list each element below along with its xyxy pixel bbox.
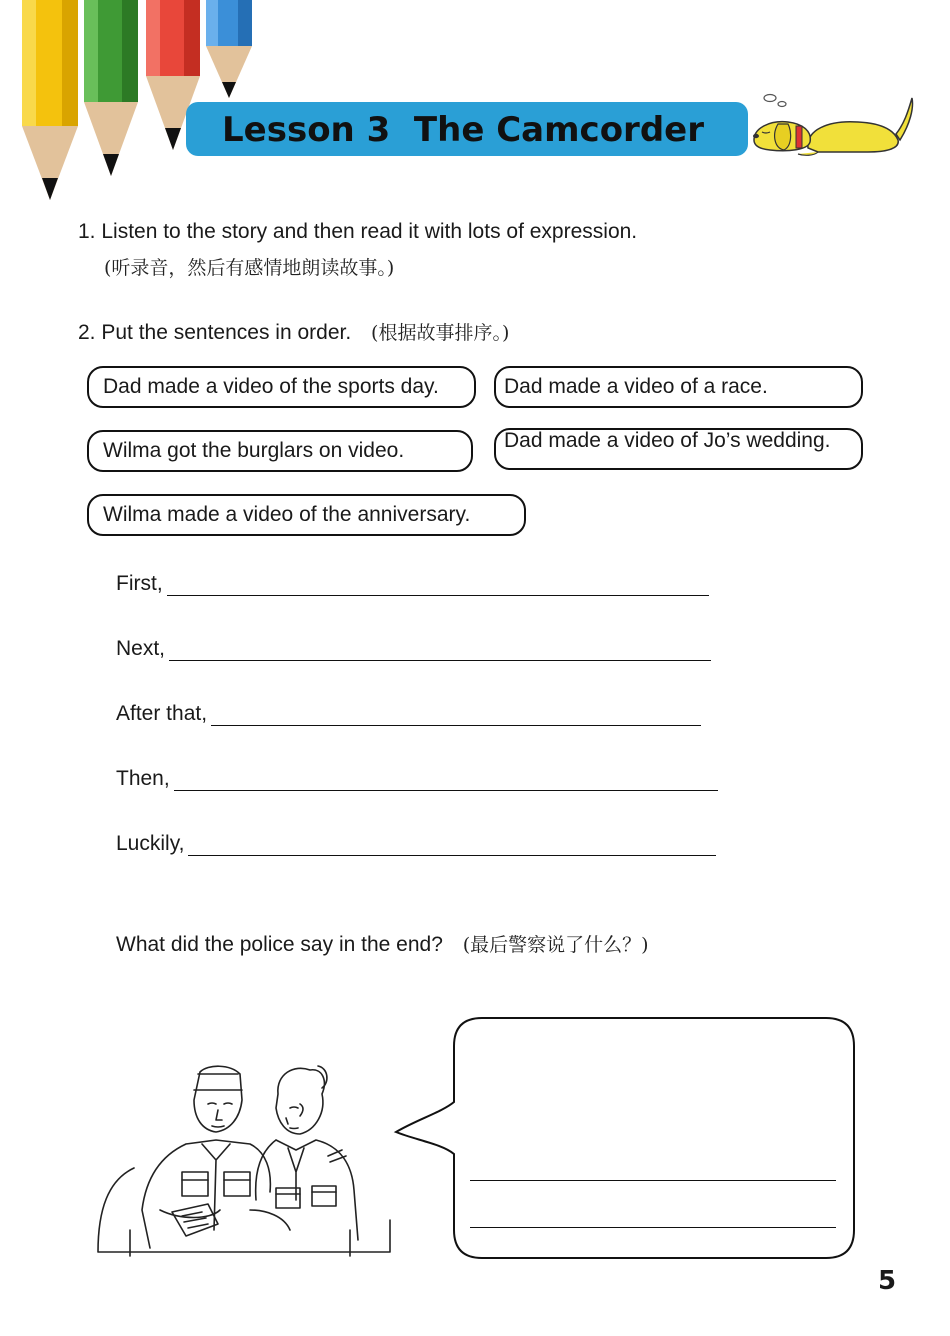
sentence-card: Wilma got the burglars on video.: [87, 430, 473, 472]
sentence-card: Dad made a video of a race.: [494, 366, 863, 408]
police-officers-illustration: [90, 1060, 400, 1260]
police-question: [116, 930, 649, 957]
sentence-card: Wilma made a video of the anniversary.: [87, 494, 526, 536]
order-prompt: Then,: [116, 767, 170, 790]
section2-instruction-en: 2. Put the sentences in order.: [78, 321, 352, 344]
green-pencil-icon: [84, 0, 138, 176]
answer-blank[interactable]: [188, 835, 716, 856]
order-prompt: Luckily,: [116, 832, 185, 855]
lesson-title: Lesson 3 The Camcorder: [222, 110, 704, 150]
order-line-first: [116, 572, 709, 596]
sentence-card: Dad made a video of Jo’s wedding.: [494, 428, 863, 470]
order-prompt: After that,: [116, 702, 208, 725]
section1-instruction: 1. Listen to the story and then read it with lots of expression.: [78, 220, 638, 243]
order-prompt: Next,: [116, 637, 166, 660]
order-line-after-that: [116, 702, 701, 726]
sentence-card: Dad made a video of the sports day.: [87, 366, 476, 408]
yellow-pencil-icon: [22, 0, 78, 200]
speech-bubble: [392, 1016, 858, 1260]
answer-line[interactable]: [470, 1180, 836, 1181]
order-prompt: First,: [116, 572, 163, 595]
answer-blank[interactable]: [211, 705, 701, 726]
order-line-luckily: [116, 832, 716, 856]
answer-blank[interactable]: [169, 640, 711, 661]
answer-blank[interactable]: [174, 770, 718, 791]
order-line-next: [116, 637, 711, 661]
police-question-en: What did the police say in the end?: [116, 933, 443, 956]
sleeping-dog-icon: [748, 90, 918, 160]
blue-pencil-icon: [206, 0, 252, 98]
answer-blank[interactable]: [167, 575, 709, 596]
order-line-then: [116, 767, 718, 791]
answer-line[interactable]: [470, 1227, 836, 1228]
section2-instruction: [78, 318, 509, 345]
section1-instruction-cn: (听录音，然后有感情地朗读故事。): [104, 257, 395, 279]
page-number: 5: [878, 1266, 897, 1296]
police-question-cn: (最后警察说了什么？): [462, 934, 649, 956]
section2-instruction-cn: (根据故事排序。): [371, 322, 510, 344]
